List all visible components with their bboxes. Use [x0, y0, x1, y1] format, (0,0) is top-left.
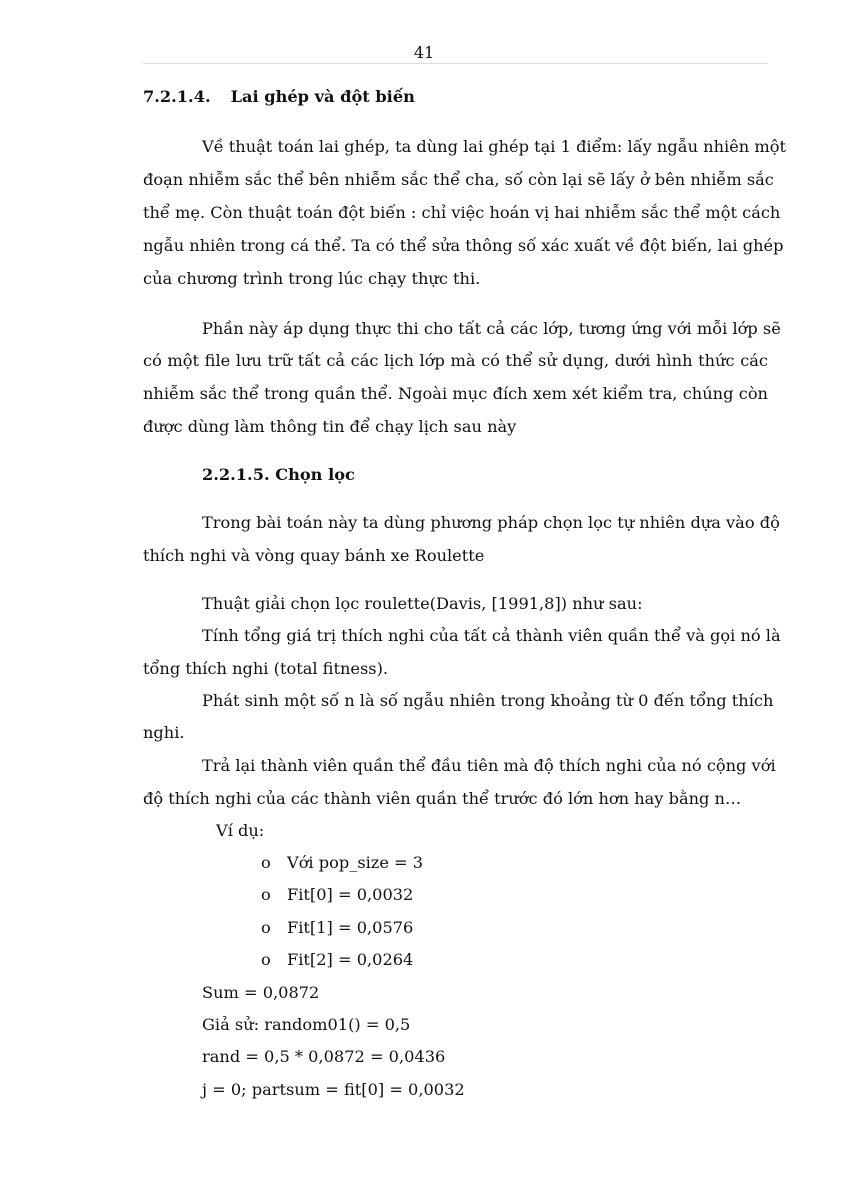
example-label: Ví dụ:	[216, 821, 265, 840]
section-heading-1	[143, 87, 415, 107]
paragraph-line: có một file lưu trữ tất cả các lịch lớp mà có thể sử dụng, dưới hình thức các	[143, 351, 768, 370]
paragraph-line: nhiễm sắc thể trong quần thể. Ngoài mục đích xem xét kiểm tra, chúng còn	[143, 384, 768, 403]
list-item-text: Fit[1] = 0,0576	[287, 918, 414, 937]
section-title: Lai ghép và đột biến	[230, 87, 415, 106]
calc-line: rand = 0,5 * 0,0872 = 0,0436	[202, 1047, 446, 1066]
calc-line: Giả sử: random01() = 0,5	[202, 1015, 411, 1034]
list-item	[261, 885, 413, 905]
paragraph-line: Thuật giải chọn lọc roulette(Davis, [1991,8]) như sau:	[202, 594, 643, 613]
bullet-marker: o	[261, 918, 271, 937]
paragraph-line: Tính tổng giá trị thích nghi của tất cả thành viên quần thể và gọi nó là	[202, 626, 781, 645]
calc-line: j = 0; partsum = fit[0] = 0,0032	[202, 1080, 465, 1099]
list-item	[261, 853, 423, 873]
bullet-marker: o	[261, 950, 271, 969]
paragraph-line: Phần này áp dụng thực thi cho tất cả các lớp, tương ứng với mỗi lớp sẽ	[202, 319, 781, 338]
paragraph-line: tổng thích nghi (total fitness).	[143, 659, 389, 678]
list-item	[261, 918, 413, 938]
paragraph-line: Về thuật toán lai ghép, ta dùng lai ghép tại 1 điểm: lấy ngẫu nhiên một	[202, 137, 786, 156]
paragraph-line: Trả lại thành viên quần thể đầu tiên mà độ thích nghi của nó cộng với	[202, 756, 776, 775]
bullet-marker: o	[261, 885, 271, 904]
bullet-marker: o	[261, 853, 271, 872]
page-number: 41	[413, 43, 435, 62]
paragraph-line: nghi.	[143, 723, 185, 742]
paragraph-line: Phát sinh một số n là số ngẫu nhiên trong khoảng từ 0 đến tổng thích	[202, 691, 774, 710]
paragraph-line: thích nghi và vòng quay bánh xe Roulette	[143, 546, 485, 565]
calc-line: Sum = 0,0872	[202, 983, 320, 1002]
section-number: 7.2.1.4.	[143, 87, 211, 106]
section-heading-2: 2.2.1.5. Chọn lọc	[202, 465, 355, 484]
list-item-text: Với pop_size = 3	[287, 853, 424, 872]
paragraph-line: được dùng làm thông tin để chạy lịch sau này	[143, 417, 517, 436]
paragraph-line: độ thích nghi của các thành viên quần thể trước đó lớn hơn hay bằng n…	[143, 789, 742, 808]
paragraph-line: đoạn nhiễm sắc thể bên nhiễm sắc thể cha, số còn lại sẽ lấy ở bên nhiễm sắc	[143, 170, 774, 189]
paragraph-line: thể mẹ. Còn thuật toán đột biến : chỉ việc hoán vị hai nhiễm sắc thể một cách	[143, 203, 781, 222]
paragraph-line: của chương trình trong lúc chạy thực thi.	[143, 269, 481, 288]
list-item-text: Fit[2] = 0,0264	[287, 950, 414, 969]
header-rule	[143, 63, 768, 64]
list-item-text: Fit[0] = 0,0032	[287, 885, 414, 904]
list-item	[261, 950, 413, 970]
paragraph-line: Trong bài toán này ta dùng phương pháp chọn lọc tự nhiên dựa vào độ	[202, 513, 780, 532]
paragraph-line: ngẫu nhiên trong cá thể. Ta có thể sửa thông số xác xuất về đột biến, lai ghép	[143, 236, 784, 255]
